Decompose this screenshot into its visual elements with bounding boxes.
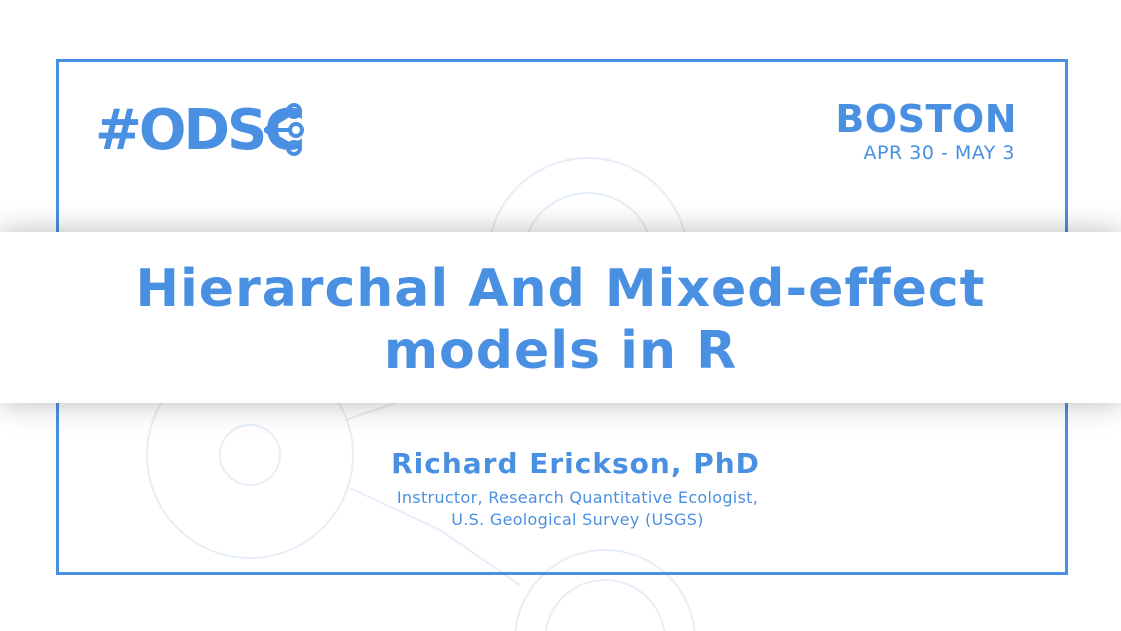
logo-text: #ODSC <box>95 98 303 163</box>
speaker-role-line-1: Instructor, Research Quantitative Ecologist, <box>396 488 759 507</box>
talk-title-line-2: models in R <box>383 321 738 381</box>
speaker-role <box>0 487 1121 531</box>
talk-title <box>0 258 1121 382</box>
event-dates: APR 30 - MAY 3 <box>863 142 1015 164</box>
speaker-role-line-2: U.S. Geological Survey (USGS) <box>451 510 704 529</box>
speaker-name: Richard Erickson, PhD <box>391 447 760 480</box>
talk-title-line-1: Hierarchal And Mixed-effect <box>135 259 986 319</box>
molecule-icon <box>258 102 308 158</box>
event-city: BOSTON <box>835 97 1017 141</box>
